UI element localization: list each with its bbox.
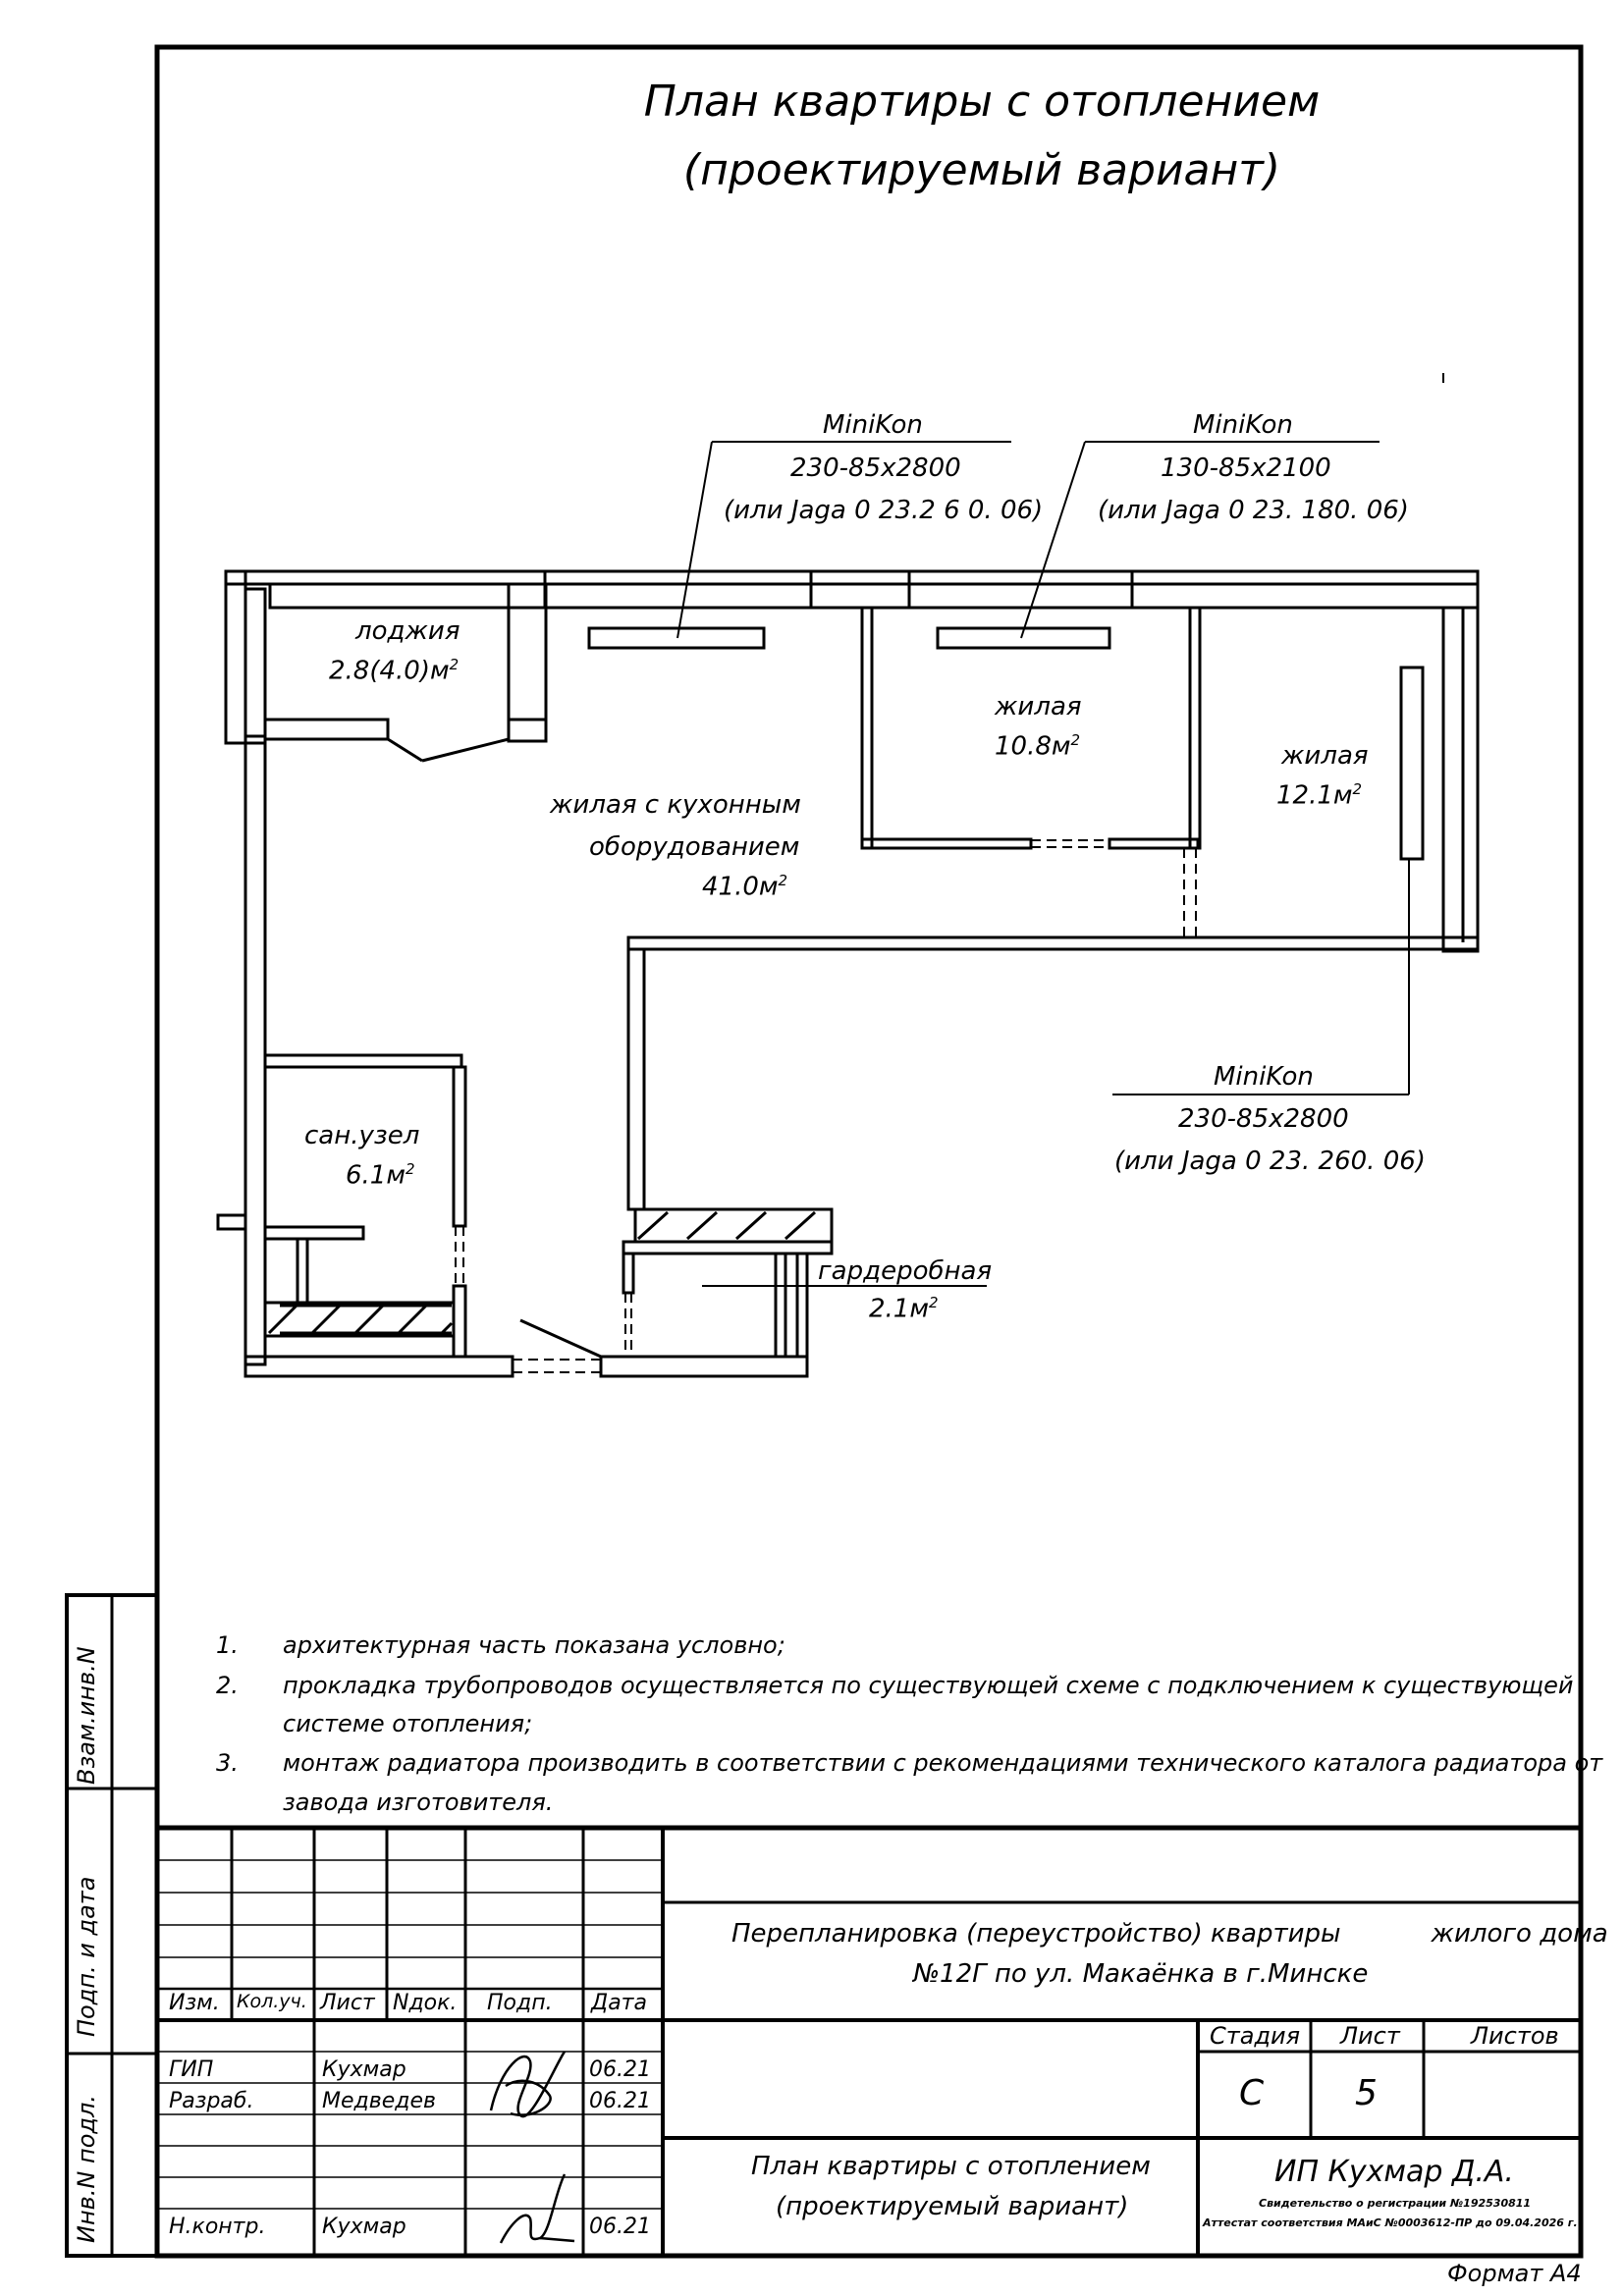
radiator-alt: (или Jaga 0 23. 260. 06) [1114,1147,1426,1176]
room2-label: жилая [1281,741,1369,771]
radiator-model: MiniKon [1214,1062,1314,1092]
bathroom-label: сан.узел [304,1121,420,1150]
wardrobe-area: $2.1м^2$ [869,1294,939,1324]
drawing-title: План квартиры с отоплением [643,77,1321,127]
nkontr-role: Н.контр. [169,2215,266,2239]
living-kitchen-label-2: оборудованием [589,832,800,862]
note-number: 2. [216,1672,239,1699]
col-ndok: Nдок. [393,1991,458,2015]
drawing-subtitle: (проектируемый вариант) [682,145,1281,195]
razrab-name: Медведев [322,2089,436,2113]
radiator-model: MiniKon [1193,410,1293,440]
sheet-label: Лист [1340,2022,1400,2050]
note-text: монтаж радиатора производить в соответствии с рекомендациями технического каталога радиатора от [283,1749,1603,1777]
gip-role: ГИП [169,2057,214,2082]
col-list: Лист [320,1991,375,2015]
radiator-size: 230-85x2800 [790,454,961,483]
note-number: 3. [216,1749,239,1777]
radiator-model: MiniKon [823,410,923,440]
wardrobe-label: гардеробная [818,1256,993,1286]
note-text-cont: системе отопления; [283,1710,533,1737]
bathroom-area: $6.1м^2$ [346,1160,415,1191]
note-number: 1. [216,1631,239,1659]
living-kitchen-label-1: жилая с кухонным [550,790,801,820]
format-label: Формат А4 [1447,2260,1582,2287]
room1-label: жилая [995,692,1082,721]
cert-attestation: Аттестат соответствия МАиС №0003612-ПР до 09.04.2026 г. [1203,2216,1578,2229]
nkontr-name: Кухмар [322,2215,406,2239]
radiator-alt: (или Jaga 0 23.2 6 0. 06) [724,496,1044,525]
cert-registration: Свидетельство о регистрации №192530811 [1259,2197,1532,2210]
signature-2 [486,2155,584,2253]
col-data: Дата [591,1991,647,2015]
side-label-podp: Подп. и дата [73,1876,100,2037]
doc-title-2: (проектируемый вариант) [776,2192,1129,2221]
radiator-alt: (или Jaga 0 23. 180. 06) [1098,496,1409,525]
project-title-2: №12Г по ул. Макаёнка в г.Минске [913,1959,1369,1989]
gip-name: Кухмар [322,2057,406,2082]
project-title-1: Перепланировка (переустройство) квартиры жилого дома [731,1919,1608,1949]
living-kitchen-area: $41.0м^2$ [702,872,788,902]
company-name: ИП Кухмар Д.А. [1274,2155,1514,2189]
loggia-label: лоджия [355,616,460,646]
nkontr-date: 06.21 [589,2215,651,2239]
signature-1 [471,2027,579,2135]
sheets-label: Листов [1471,2022,1559,2050]
side-label-inv: Инв.N подл. [73,2095,100,2243]
radiator-1 [589,628,764,648]
loggia-area: $2.8(4.0)м^2$ [329,656,460,686]
doc-title-1: План квартиры с отоплением [751,2152,1151,2181]
sheet-value: 5 [1355,2073,1378,2113]
radiator-size: 130-85x2100 [1161,454,1331,483]
note-text-cont: завода изготовителя. [283,1789,554,1816]
col-kol: Кол.уч. [237,1991,307,2012]
radiator-3 [1401,667,1423,859]
side-label-vzam: Взам.инв.N [73,1646,100,1785]
note-text: прокладка трубопроводов осуществляется по существующей схеме с подключением к существующей [283,1672,1574,1699]
stage-label: Стадия [1210,2022,1301,2050]
room1-area: $10.8м^2$ [995,731,1081,762]
note-text: архитектурная часть показана условно; [283,1631,785,1659]
razrab-date: 06.21 [589,2089,651,2113]
room2-area: $12.1м^2$ [1276,780,1363,811]
stage-value: С [1239,2073,1265,2113]
col-podp: Подп. [487,1991,553,2015]
gip-date: 06.21 [589,2057,651,2082]
razrab-role: Разраб. [169,2089,254,2113]
col-izm: Изм. [169,1991,220,2015]
radiator-size: 230-85x2800 [1178,1104,1349,1134]
